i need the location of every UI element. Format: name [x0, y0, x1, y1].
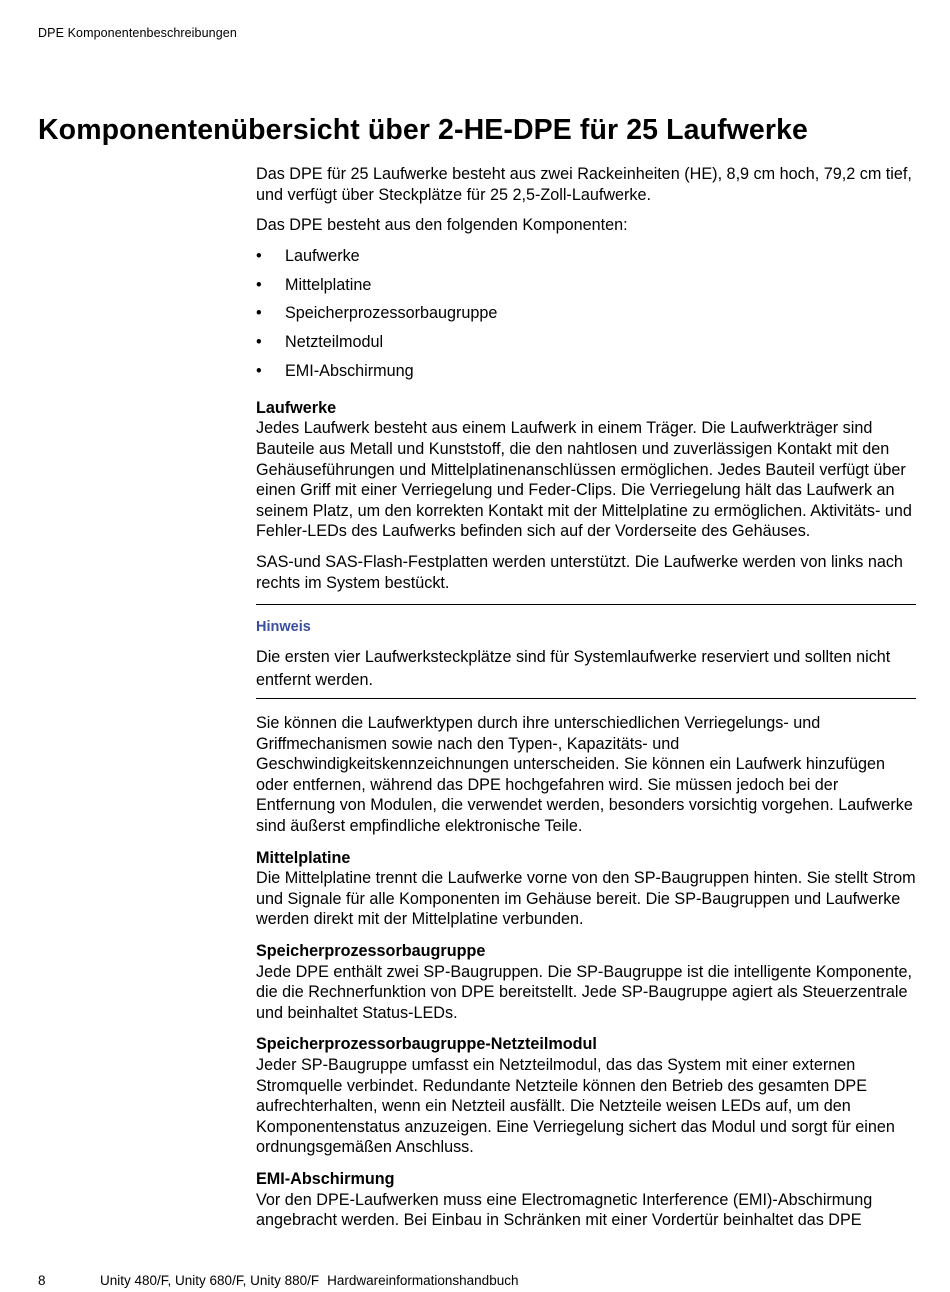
section-heading: Laufwerke [256, 398, 337, 417]
list-item [256, 275, 916, 304]
section-paragraph: Vor den DPE-Laufwerken muss eine Electromagnetic Interference (EMI)-Abschirmung angebracht werden. Bei Einbau in Schränken mit einer Vordertür beinhaltet das DPE [256, 1190, 873, 1230]
section-paragraph: Jeder SP-Baugruppe umfasst ein Netzteilmodul, das das System mit einer externen Stromquelle verbindet. Redundante Netzteile können den Betrieb des gesamten DPE aufrechterhalten, wenn ein Netzteil ausfällt. Die Netzteile weisen LEDs auf, um den Komponentenstatus anzuzeigen. Eine Verriegelung sichert das Modul und sorgt für einen ordnungsgemäßen Anschluss. [256, 1056, 895, 1157]
list-item [256, 246, 916, 275]
section-emi-abschirmung [256, 1169, 916, 1231]
list-item-label: EMI-Abschirmung [285, 361, 414, 380]
page-footer [38, 1273, 518, 1288]
list-item [256, 303, 916, 332]
list-item [256, 332, 916, 361]
bullet-icon: • [256, 304, 262, 323]
section-heading: EMI-Abschirmung [256, 1169, 395, 1188]
section-paragraph: Die Mittelplatine trennt die Laufwerke vorne von den SP-Baugruppen hinten. Sie stellt Strom und Signale für alle Komponenten im Gehäuse bereit. Die SP-Baugruppen und Laufwerke werden direkt mit der Mittelplatine verbunden. [256, 869, 916, 929]
main-content [256, 164, 916, 1242]
bullet-icon: • [256, 275, 262, 294]
section-paragraph: Jede DPE enthält zwei SP-Baugruppen. Die SP-Baugruppe ist die intelligente Komponente, die die Rechnerfunktion von DPE bereitstellt. Jede SP-Baugruppe agiert als Steuerzentrale und beinhaltet Status-LEDs. [256, 962, 912, 1022]
section-mittelplatine [256, 848, 916, 930]
section-heading: Speicherprozessorbaugruppe-Netzteilmodul [256, 1035, 597, 1054]
section-netzteilmodul [256, 1034, 916, 1158]
section-paragraph: SAS-und SAS-Flash-Festplatten werden unterstützt. Die Laufwerke werden von links nach rechts im System bestückt. [256, 552, 903, 592]
intro-paragraph: Das DPE für 25 Laufwerke besteht aus zwei Rackeinheiten (HE), 8,9 cm hoch, 79,2 cm tief, und verfügt über Steckplätze für 25 2,5-Zoll-Laufwerke. [256, 165, 912, 204]
note-text: Die ersten vier Laufwerksteckplätze sind für Systemlaufwerke reserviert und sollten nicht entfernt werden. [256, 648, 891, 689]
section-paragraph: Jedes Laufwerk besteht aus einem Laufwerk in einem Träger. Die Laufwerkträger sind Bauteile aus Metall und Kunststoff, die den nahtlosen und zuverlässigen Kontakt mit den Gehäuseführungen und Mittelplatinenanschlüssen ermöglichen. Jedes Bauteil verfügt über einen Griff mit einer Verriegelung und Feder-Clips. Die Verriegelung hält das Laufwerk an seinem Platz, um den korrekten Kontakt mit der Mittelplatine zu ermöglichen. Aktivitäts- und Fehler-LEDs des Laufwerks befinden sich auf der Vorderseite des Gehäuses. [256, 419, 912, 541]
components-intro: Das DPE besteht aus den folgenden Komponenten: [256, 216, 628, 235]
bullet-icon: • [256, 333, 262, 352]
list-item-label: Laufwerke [285, 246, 360, 265]
footer-book-title: Hardwareinformationshandbuch [327, 1273, 519, 1288]
note-label: Hinweis [256, 619, 311, 636]
section-laufwerke [256, 398, 916, 593]
section-heading: Speicherprozessorbaugruppe [256, 942, 486, 961]
footer-product: Unity 480/F, Unity 680/F, Unity 880/F [100, 1273, 320, 1288]
list-item [256, 361, 916, 390]
list-item-label: Netzteilmodul [285, 333, 384, 352]
page-number: 8 [38, 1273, 46, 1288]
note-box [256, 604, 916, 699]
section-speicherprozessorbaugruppe [256, 941, 916, 1023]
bullet-icon: • [256, 246, 262, 265]
list-item-label: Speicherprozessorbaugruppe [285, 304, 498, 323]
after-note-paragraph: Sie können die Laufwerktypen durch ihre unterschiedlichen Verriegelungs- und Griffmechanismen sowie nach den Typen-, Kapazitäts- und Geschwindigkeitskennzeichnungen unterscheiden. Sie können ein Laufwerk hinzufügen oder entfernen, während das DPE hochgefahren wird. Sie müssen jedoch bei der Entfernung von Modulen, die verwendet werden, besonders vorsichtig vorgehen. Laufwerke sind äußerst empfindliche elektronische Teile. [256, 714, 913, 836]
list-item-label: Mittelplatine [285, 275, 372, 294]
component-list [256, 246, 916, 390]
bullet-icon: • [256, 361, 262, 380]
page-title: Komponentenübersicht über 2-HE-DPE für 25 Laufwerke [38, 114, 808, 146]
section-heading: Mittelplatine [256, 848, 351, 867]
running-header: DPE Komponentenbeschreibungen [38, 26, 237, 40]
